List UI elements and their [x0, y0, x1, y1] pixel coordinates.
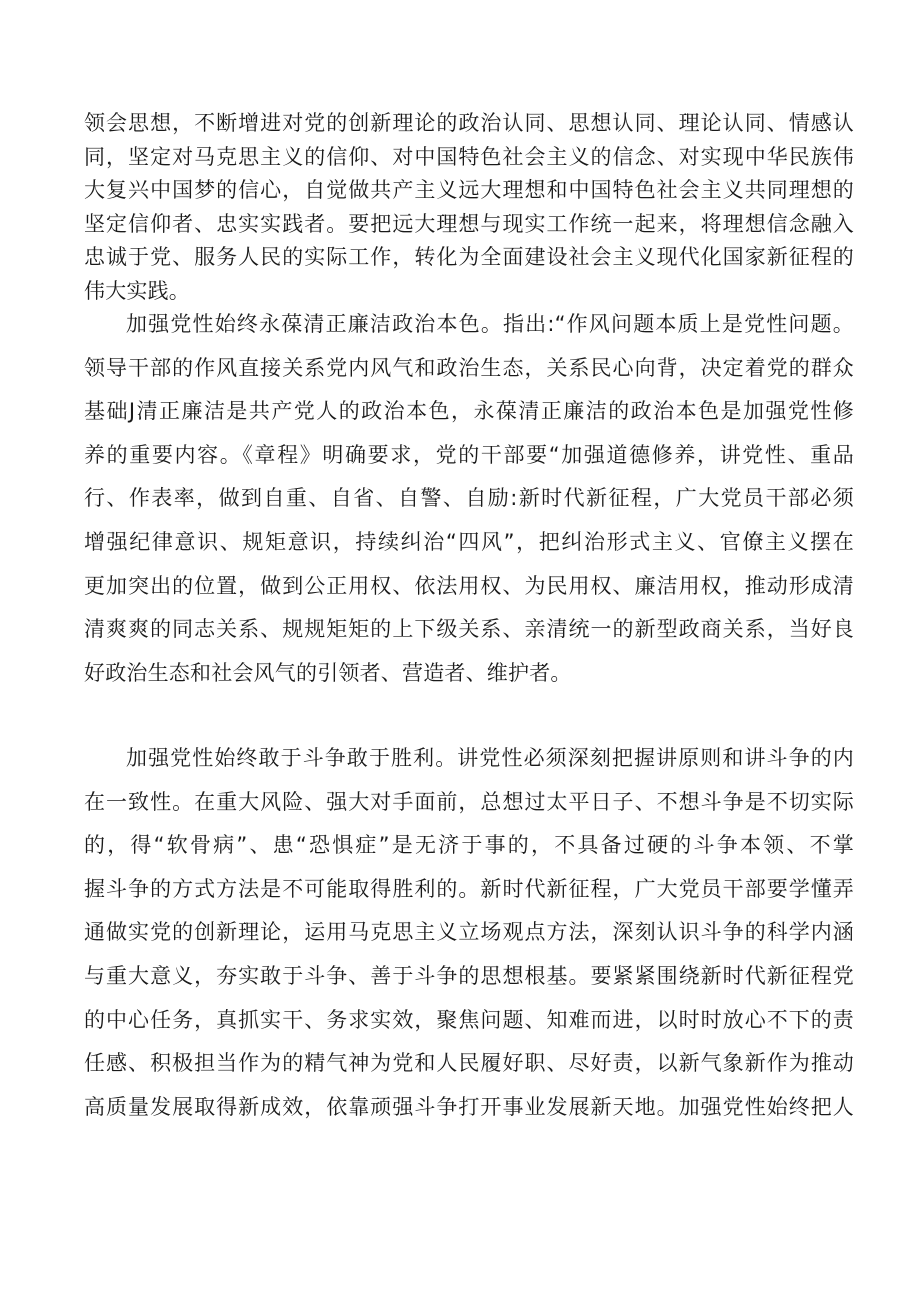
- text-line: 增强纪律意识、规矩意识，持续纠治“四风”，把纠治形式主义、官僚主义摆在: [84, 529, 854, 554]
- text-line: 的中心任务，真抓实干、务求实效，聚焦问题、知难而进，以时时放心不下的责: [84, 1007, 854, 1032]
- text-line: 在一致性。在重大风险、强大对手面前，总想过太平日子、不想斗争是不切实际: [84, 789, 854, 814]
- text-line: 大复兴中国梦的信心，自觉做共产主义远大理想和中国特色社会主义共同理想的: [84, 178, 854, 202]
- text-line: 通做实党的创新理论，运用马克思主义立场观点方法，深刻认识斗争的科学内涵: [84, 920, 854, 945]
- paragraph-2: [84, 303, 854, 695]
- text-line: 清爽爽的同志关系、规规矩矩的上下级关系、亲清统一的新型政商关系，当好良: [84, 617, 854, 642]
- text-line: 任感、积极担当作为的精气神为党和人民履好职、尽好责，以新气象新作为推动: [84, 1051, 854, 1076]
- text-line: 更加突出的位置，做到公正用权、依法用权、为民用权、廉洁用权，推动形成清: [84, 573, 854, 598]
- text-line: 的，得“软骨病”、患“恐惧症”是无济于事的，不具备过硬的斗争本领、不掌: [84, 833, 854, 858]
- text-line: 好政治生态和社会风气的引领者、营造者、维护者。: [84, 660, 572, 685]
- text-line: 行、作表率，做到自重、自省、自警、自励:新时代新征程，广大党员干部必须: [84, 486, 854, 511]
- text-line: 坚定信仰者、忠实实践者。要把远大理想与现实工作统一起来，将理想信念融入: [84, 211, 854, 236]
- text-line: 高质量发展取得新成效，依靠顽强斗争打开事业发展新天地。加强党性始终把人: [84, 1094, 854, 1119]
- text-line: 与重大意义，夯实敢于斗争、善于斗争的思想根基。要紧紧围绕新时代新征程党: [84, 963, 854, 988]
- text-line: 基础J清正廉洁是共产党人的政治本色，永葆清正廉洁的政治本色是加强党性修: [84, 399, 854, 424]
- text-line: 养的重要内容。《章程》明确要求，党的干部要“加强道德修养，讲党性、重品: [84, 442, 854, 467]
- paragraph-3: [84, 737, 854, 1129]
- text-line: 忠诚于党、服务人民的实际工作，转化为全面建设社会主义现代化国家新征程的: [84, 245, 854, 269]
- text-line: 领会思想，不断增进对党的创新理论的政治认同、思想认同、理论认同、情感认: [84, 111, 854, 135]
- text-line: 领导干部的作风直接关系党内风气和政治生态，关系民心向背，决定着党的群众: [84, 355, 854, 380]
- text-line: 加强党性始终敢于斗争敢于胜利。讲党性必须深刻把握讲原则和讲斗争的内: [126, 746, 854, 770]
- text-line: 伟大实践。: [84, 278, 190, 303]
- text-line: 握斗争的方式方法是不可能取得胜利的。新时代新征程，广大党员干部要学懂弄: [84, 876, 854, 901]
- text-line: 加强党性始终永葆清正廉洁政治本色。指出:“作风问题本质上是党性问题。: [126, 312, 854, 336]
- text-line: 同，坚定对马克思主义的信仰、对中国特色社会主义的信念、对实现中华民族伟: [84, 144, 854, 169]
- paragraph-1: [84, 107, 854, 308]
